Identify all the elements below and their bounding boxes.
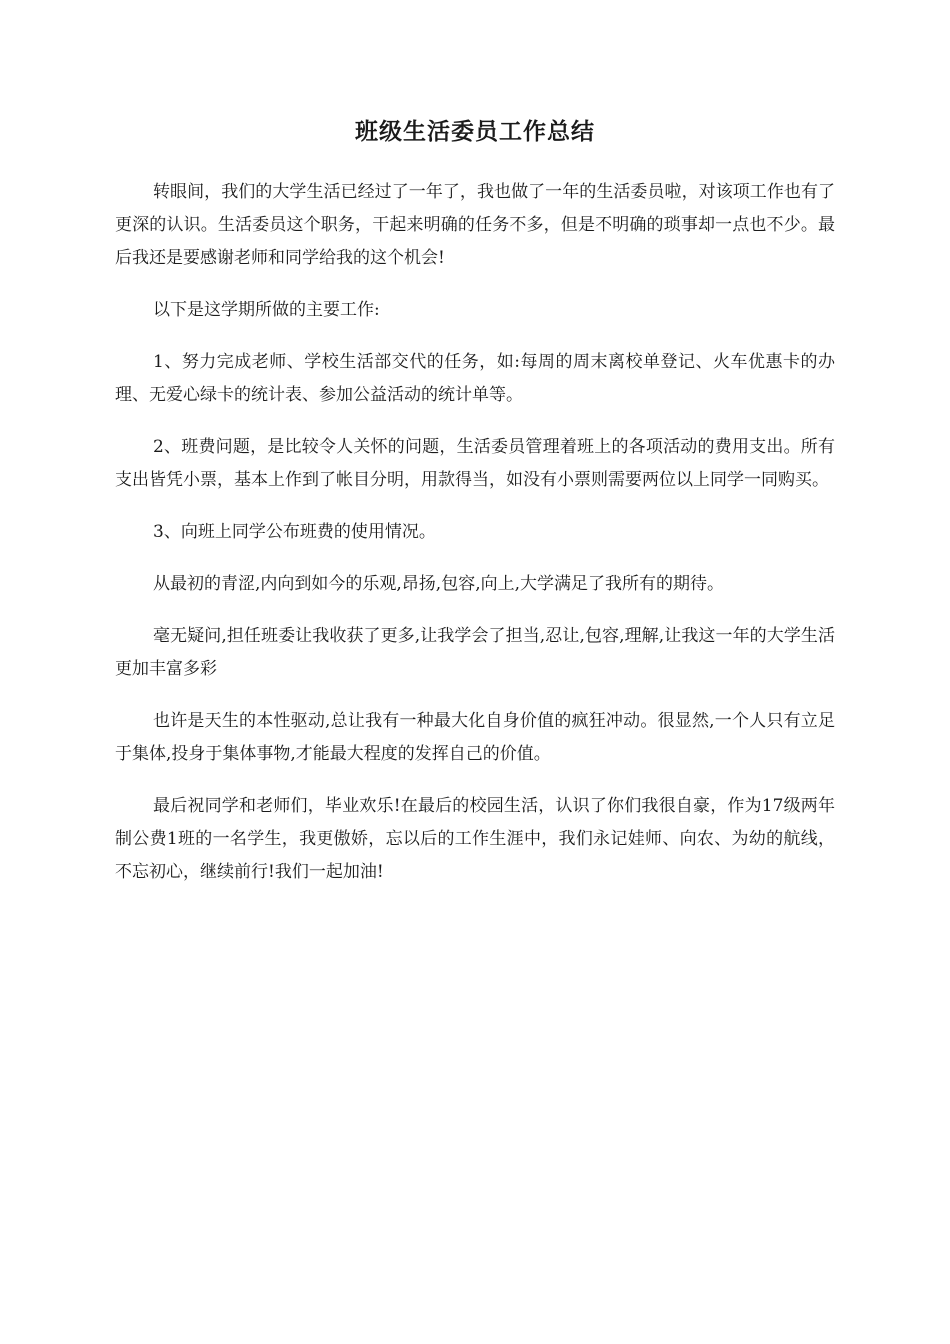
paragraph-work-heading: 以下是这学期所做的主要工作:: [153, 300, 380, 320]
paragraph-reflection-1: 从最初的青涩,内向到如今的乐观,昂扬,包容,向上,大学满足了我所有的期待。: [153, 574, 725, 594]
paragraph-item-2: 2、班费问题，是比较令人关怀的问题，生活委员管理着班上的各项活动的费用支出。所有支出皆凭小票，基本上作到了帐目分明，用款得当，如没有小票则需要两位以上同学一同购买。: [115, 437, 835, 490]
paragraph-item-3: 3、向班上同学公布班费的使用情况。: [153, 522, 436, 542]
document-body: [115, 176, 835, 908]
paragraph-item-1: 1、努力完成老师、学校生活部交代的任务，如:每周的周末离校单登记、火车优惠卡的办理、无爱心绿卡的统计表、参加公益活动的统计单等。: [115, 352, 835, 405]
paragraph-closing: 最后祝同学和老师们，毕业欢乐!在最后的校园生活，认识了你们我很自豪，作为17级两年制公费1班的一名学生，我更傲娇，忘以后的工作生涯中，我们永记娃师、向农、为幼的航线，不忘初心，继续前行!我们一起加油!: [115, 796, 835, 882]
document-title: 班级生活委员工作总结: [355, 119, 595, 145]
paragraph-reflection-2: 毫无疑问,担任班委让我收获了更多,让我学会了担当,忍让,包容,理解,让我这一年的大学生活更加丰富多彩: [115, 626, 835, 679]
paragraph-reflection-3: 也许是天生的本性驱动,总让我有一种最大化自身价值的疯狂冲动。很显然,一个人只有立足于集体,投身于集体事物,才能最大程度的发挥自己的价值。: [115, 711, 835, 764]
paragraph-intro: 转眼间，我们的大学生活已经过了一年了，我也做了一年的生活委员啦，对该项工作也有了更深的认识。生活委员这个职务，干起来明确的任务不多，但是不明确的琐事却一点也不少。最后我还是要感谢老师和同学给我的这个机会!: [115, 182, 835, 268]
